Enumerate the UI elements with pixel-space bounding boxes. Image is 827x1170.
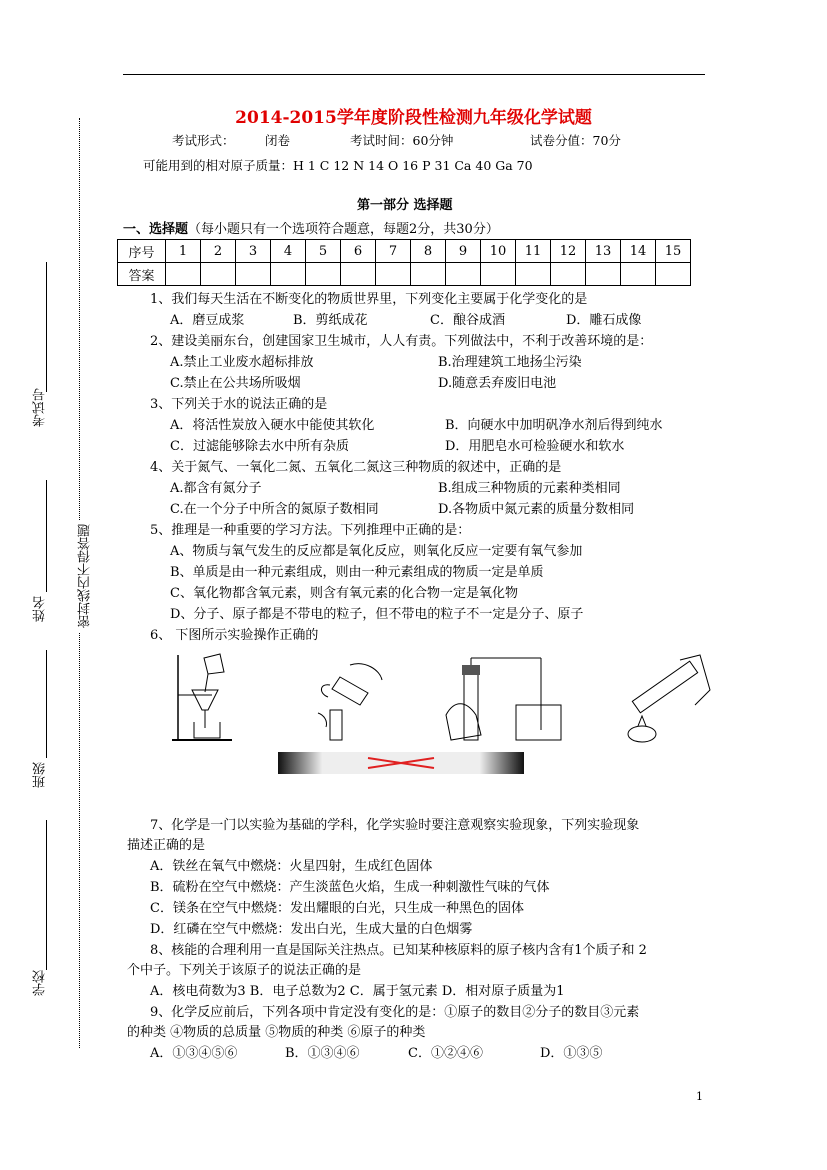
exam-no-label: 考试号 (33, 388, 48, 427)
pouring-figure (310, 655, 390, 745)
answer-table-number-row (118, 240, 691, 263)
q1-option-c: C．酿谷成酒 (430, 313, 505, 328)
answer-cell[interactable] (376, 263, 411, 286)
table-number: 11 (516, 240, 551, 263)
q7-option-c: C．镁条在空气中燃烧：发出耀眼的白光，只生成一种黑色的固体 (150, 901, 524, 916)
q4-option-c: C.在一个分子中所含的氮原子数相同 (170, 502, 379, 517)
table-number: 6 (341, 240, 376, 263)
table-number: 10 (481, 240, 516, 263)
table-number: 5 (306, 240, 341, 263)
name-label: 姓名 (33, 596, 48, 622)
question-8-line1: 8、核能的合理利用一直是国际关注热点。已知某种核原料的原子核内含有1个质子和 2 (150, 943, 647, 958)
q3-option-a: A．将活性炭放入硬水中能使其软化 (170, 418, 375, 433)
gas-tightness-figure (436, 655, 566, 745)
table-number: 13 (586, 240, 621, 263)
answer-cell[interactable] (551, 263, 586, 286)
q7-option-d: D．红磷在空气中燃烧：发出白光，生成大量的白色烟雾 (150, 922, 473, 937)
q5-option-b: B、单质是由一种元素组成，则由一种元素组成的物质一定是单质 (170, 565, 544, 580)
exam-form-value: 闭卷 (265, 133, 291, 148)
question-2: 2、建设美丽东台，创建国家卫生城市，人人有责。下列做法中，不利于改善环境的是： (150, 334, 653, 349)
q3-option-c: C．过滤能够除去水中所有杂质 (170, 439, 349, 454)
table-head-answer: 答案 (118, 263, 166, 286)
q9-option-a: A．①③④⑤⑥ (150, 1046, 238, 1061)
q1-option-d: D．雕石成像 (566, 313, 642, 328)
exam-no-blank (46, 262, 47, 392)
answer-cell[interactable] (446, 263, 481, 286)
table-number: 15 (656, 240, 691, 263)
q7-option-a: A．铁丝在氧气中燃烧：火星四射，生成红色固体 (150, 859, 433, 874)
class-blank (46, 650, 47, 758)
answer-cell[interactable] (411, 263, 446, 286)
q9-option-d: D．①③⑤ (540, 1046, 603, 1061)
exam-score: 试卷分值：70分 (530, 133, 621, 148)
q3-option-d: D．用肥皂水可检验硬水和软水 (445, 439, 625, 454)
part-title: 第一部分 选择题 (357, 198, 453, 213)
q5-option-d: D、分子、原子都是不带电的粒子，但不带电的粒子不一定是分子、原子 (170, 607, 584, 622)
table-number: 7 (376, 240, 411, 263)
exam-form-label: 考试形式： (172, 133, 235, 148)
exam-time: 考试时间：60分钟 (350, 133, 454, 148)
answer-cell[interactable] (271, 263, 306, 286)
q2-option-d: D.随意丢弃废旧电池 (438, 376, 557, 391)
answer-cell[interactable] (306, 263, 341, 286)
q2-option-a: A.禁止工业废水超标排放 (170, 355, 314, 370)
question-7-line2: 描述正确的是 (127, 838, 206, 853)
answer-table-answer-row (118, 263, 691, 286)
scale-bar-graphic (278, 752, 524, 774)
q8-options: A．核电荷数为3 B．电子总数为2 C．属于氢元素 D．相对原子质量为1 (150, 984, 565, 999)
answer-cell[interactable] (481, 263, 516, 286)
question-1: 1、我们每天生活在不断变化的物质世界里，下列变化主要属于化学变化的是 (150, 292, 588, 307)
question-8-line2: 个中子。下列关于该原子的说法正确的是 (127, 963, 362, 978)
question-5: 5、推理是一种重要的学习方法。下列推理中正确的是： (150, 523, 471, 538)
q2-option-c: C.禁止在公共场所吸烟 (170, 376, 301, 391)
answer-cell[interactable] (586, 263, 621, 286)
seal-notice: 密封线内不得答题 (76, 520, 95, 632)
school-blank (46, 820, 47, 970)
question-4: 4、关于氮气、一氧化二氮、五氧化二氮这三种物质的叙述中，正确的是 (150, 460, 562, 475)
page-number: 1 (696, 1090, 703, 1103)
question-6: 6、 下图所示实验操作正确的 (150, 628, 319, 643)
question-7-line1: 7、化学是一门以实验为基础的学科，化学实验时要注意观察实验现象，下列实验现象 (150, 818, 640, 833)
q4-option-a: A.都含有氮分子 (170, 481, 262, 496)
filtration-figure (170, 650, 238, 745)
answer-cell[interactable] (656, 263, 691, 286)
q4-option-b: B.组成三种物质的元素种类相同 (438, 481, 621, 496)
section-heading: 一、选择题（每小题只有一个选项符合题意，每题2分，共30分） (123, 222, 499, 237)
q7-option-b: B．硫粉在空气中燃烧：产生淡蓝色火焰，生成一种刺激性气味的气体 (150, 880, 550, 895)
q1-option-a: A．磨豆成浆 (170, 313, 245, 328)
exam-title: 2014-2015学年度阶段性检测九年级化学试题 (235, 108, 592, 128)
table-number: 8 (411, 240, 446, 263)
class-label: 班级 (33, 762, 48, 788)
answer-cell[interactable] (341, 263, 376, 286)
question-9-line2: 的种类 ④物质的总质量 ⑤物质的种类 ⑥原子的种类 (127, 1025, 426, 1040)
q5-option-a: A、物质与氧气发生的反应都是氧化反应，则氧化反应一定要有氧气参加 (170, 544, 583, 559)
question-9-line1: 9、化学反应前后，下列各项中肯定没有变化的是：①原子的数目②分子的数目③元素 (150, 1005, 640, 1020)
name-blank (46, 480, 47, 592)
answer-table (117, 239, 691, 286)
atomic-mass-line: 可能用到的相对原子质量：H 1 C 12 N 14 O 16 P 31 Ca 40 Ga 70 (143, 158, 533, 173)
table-number: 4 (271, 240, 306, 263)
q5-option-c: C、氧化物都含氧元素，则含有氧元素的化合物一定是氧化物 (170, 586, 518, 601)
q4-option-d: D.各物质中氮元素的质量分数相同 (438, 502, 635, 517)
answer-cell[interactable] (201, 263, 236, 286)
table-number: 1 (166, 240, 201, 263)
answer-cell[interactable] (166, 263, 201, 286)
table-head-number: 序号 (118, 240, 166, 263)
q3-option-b: B．向硬水中加明矾净水剂后得到纯水 (445, 418, 663, 433)
table-number: 2 (201, 240, 236, 263)
table-number: 12 (551, 240, 586, 263)
answer-cell[interactable] (621, 263, 656, 286)
question-3: 3、下列关于水的说法正确的是 (150, 397, 328, 412)
table-number: 3 (236, 240, 271, 263)
heating-figure (620, 650, 715, 745)
table-number: 14 (621, 240, 656, 263)
answer-cell[interactable] (516, 263, 551, 286)
table-number: 9 (446, 240, 481, 263)
q1-option-b: B．剪纸成花 (293, 313, 368, 328)
header-rule (123, 74, 705, 75)
answer-cell[interactable] (236, 263, 271, 286)
q2-option-b: B.治理建筑工地扬尘污染 (438, 355, 582, 370)
q9-option-c: C．①②④⑥ (408, 1046, 483, 1061)
school-label: 学校 (33, 970, 48, 996)
q9-option-b: B．①③④⑥ (285, 1046, 360, 1061)
